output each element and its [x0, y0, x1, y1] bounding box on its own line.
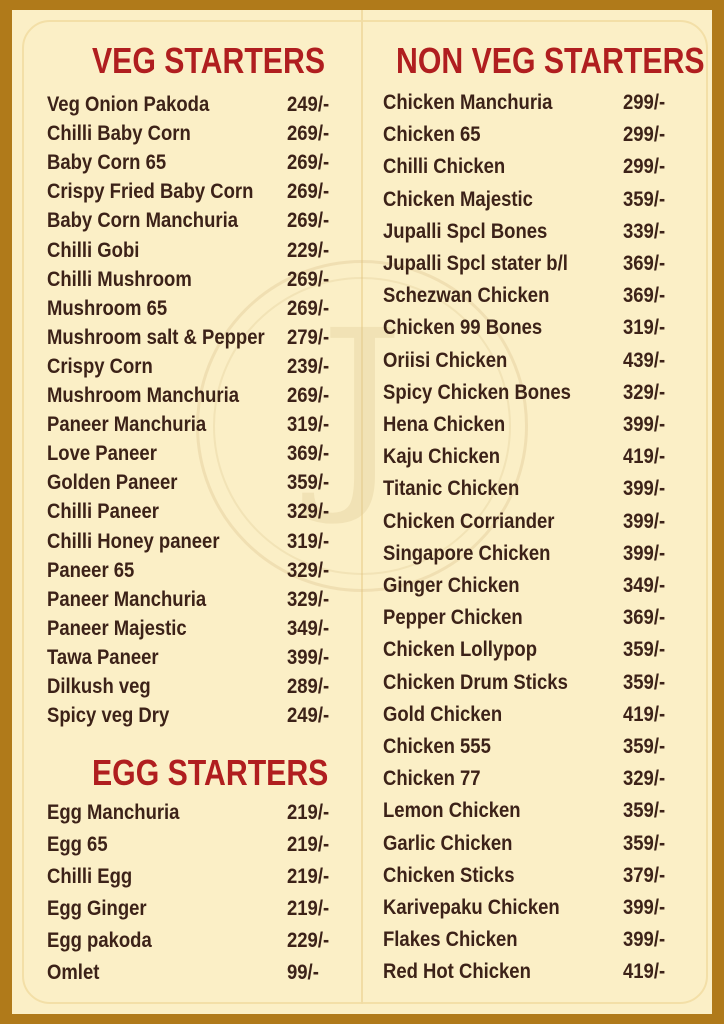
item-price: 369/- [623, 606, 666, 630]
item-price: 359/- [623, 799, 666, 823]
item-name: Chicken Corriander [383, 509, 555, 533]
menu-item [47, 897, 347, 921]
menu-item [47, 500, 347, 524]
menu-item [383, 477, 683, 501]
menu-item [47, 180, 347, 204]
item-name: Crispy Fried Baby Corn [47, 180, 254, 204]
egg-starters-heading: EGG STARTERS [92, 752, 329, 793]
menu-item [383, 671, 683, 695]
menu-item [383, 445, 683, 469]
menu-item [383, 832, 683, 856]
item-name: Chicken 65 [383, 123, 481, 147]
item-price: 399/- [287, 645, 330, 669]
menu-item [47, 297, 347, 321]
item-name: Red Hot Chicken [383, 960, 531, 984]
menu-item [383, 574, 683, 598]
item-price: 359/- [623, 638, 666, 662]
item-price: 399/- [623, 896, 666, 919]
item-price: 269/- [287, 180, 330, 204]
item-price: 319/- [623, 316, 666, 340]
item-price: 359/- [623, 831, 666, 855]
item-price: 339/- [623, 219, 666, 243]
menu-item [383, 91, 683, 115]
item-price: 269/- [287, 151, 330, 175]
menu-item [47, 961, 347, 985]
item-name: Love Paneer [47, 442, 157, 466]
item-name: Mushroom salt & Pepper [47, 325, 265, 349]
menu-item [383, 606, 683, 630]
item-name: Kaju Chicken [383, 445, 501, 469]
item-name: Titanic Chicken [383, 477, 520, 501]
menu-item [47, 93, 347, 117]
item-price: 439/- [623, 348, 666, 372]
menu-item [47, 151, 347, 175]
menu-item [47, 833, 347, 857]
menu-item [47, 442, 347, 466]
menu-item [383, 638, 683, 662]
veg-starters-heading: VEG STARTERS [92, 40, 325, 81]
item-name: Chicken Drum Sticks [383, 670, 568, 694]
menu-item [383, 542, 683, 566]
menu-item [383, 220, 683, 244]
item-name: Chilli Egg [47, 865, 133, 888]
item-name: Tawa Paneer [47, 645, 159, 669]
item-name: Gold Chicken [383, 702, 503, 726]
item-name: Paneer Manchuria [47, 587, 207, 611]
item-price: 399/- [623, 541, 666, 565]
item-price: 369/- [287, 442, 330, 466]
item-price: 399/- [623, 509, 666, 533]
item-price: 419/- [623, 445, 666, 469]
item-name: Paneer Manchuria [47, 413, 207, 437]
item-name: Oriisi Chicken [383, 348, 508, 372]
item-name: Omlet [47, 961, 100, 984]
menu-item [383, 349, 683, 373]
item-name: Paneer Majestic [47, 616, 187, 640]
item-price: 299/- [623, 123, 666, 147]
nonveg-starters-list [383, 91, 683, 991]
item-name: Chicken 555 [383, 735, 491, 758]
menu-item [47, 929, 347, 953]
menu-item [47, 239, 347, 263]
menu-item [383, 381, 683, 405]
menu-item [47, 704, 347, 728]
item-price: 219/- [287, 833, 330, 856]
menu-item [383, 960, 683, 984]
item-name: Jupalli Spcl stater b/l [383, 252, 568, 275]
item-name: Karivepaku Chicken [383, 896, 560, 919]
menu-item [47, 384, 347, 408]
item-price: 269/- [287, 296, 330, 320]
nonveg-starters-heading: NON VEG STARTERS [396, 40, 705, 81]
menu-item [383, 735, 683, 759]
item-name: Chicken 77 [383, 767, 481, 791]
item-name: Paneer 65 [47, 558, 135, 582]
item-price: 269/- [287, 384, 330, 407]
item-price: 269/- [287, 267, 330, 291]
item-price: 399/- [623, 413, 666, 436]
item-price: 329/- [287, 558, 330, 582]
menu-item [383, 928, 683, 952]
item-name: Schezwan Chicken [383, 284, 550, 308]
item-name: Egg Manchuria [47, 801, 180, 824]
menu-item [383, 413, 683, 437]
item-price: 359/- [623, 670, 666, 694]
menu-item [383, 188, 683, 212]
item-name: Chicken Lollypop [383, 638, 538, 662]
menu-item [47, 413, 347, 437]
item-name: Garlic Chicken [383, 831, 513, 855]
item-price: 229/- [287, 929, 330, 952]
menu-item [383, 316, 683, 340]
item-price: 419/- [623, 960, 666, 984]
veg-starters-list [47, 93, 347, 733]
menu-item [47, 530, 347, 554]
item-price: 219/- [287, 897, 330, 920]
item-name: Chilli Chicken [383, 155, 506, 179]
menu-item [47, 122, 347, 146]
menu-item [47, 209, 347, 233]
item-price: 379/- [623, 863, 666, 887]
item-name: Chicken 99 Bones [383, 316, 543, 340]
item-price: 359/- [623, 735, 666, 758]
item-name: Crispy Corn [47, 354, 153, 378]
item-name: Spicy Chicken Bones [383, 380, 571, 404]
item-name: Chilli Honey paneer [47, 529, 220, 553]
item-price: 269/- [287, 122, 330, 146]
item-price: 299/- [623, 91, 666, 114]
item-name: Chicken Majestic [383, 187, 533, 211]
item-price: 329/- [623, 380, 666, 404]
menu-item [383, 799, 683, 823]
item-name: Singapore Chicken [383, 541, 551, 565]
item-price: 319/- [287, 529, 330, 553]
item-price: 349/- [287, 616, 330, 640]
menu-item [47, 675, 347, 699]
menu-item [47, 326, 347, 350]
item-price: 359/- [287, 471, 330, 495]
item-price: 329/- [623, 767, 666, 791]
item-name: Golden Paneer [47, 471, 178, 495]
item-name: Mushroom Manchuria [47, 384, 240, 407]
menu-item [383, 123, 683, 147]
menu-item [47, 355, 347, 379]
menu-item [47, 801, 347, 825]
item-name: Hena Chicken [383, 413, 506, 436]
item-name: Ginger Chicken [383, 574, 520, 597]
item-name: Veg Onion Pakoda [47, 93, 210, 116]
item-name: Baby Corn Manchuria [47, 209, 239, 233]
item-name: Chilli Mushroom [47, 267, 192, 291]
watermark-glyph: J [319, 285, 405, 530]
item-name: Baby Corn 65 [47, 151, 167, 175]
menu-item [383, 155, 683, 179]
item-price: 239/- [287, 354, 330, 378]
menu-item [47, 268, 347, 292]
item-price: 399/- [623, 928, 666, 952]
item-price: 329/- [287, 587, 330, 611]
menu-item [47, 617, 347, 641]
item-name: Spicy veg Dry [47, 704, 170, 728]
item-price: 369/- [623, 252, 666, 275]
item-name: Pepper Chicken [383, 606, 523, 630]
item-name: Egg pakoda [47, 929, 152, 952]
item-price: 299/- [623, 155, 666, 179]
item-price: 249/- [287, 704, 330, 728]
item-name: Chilli Baby Corn [47, 122, 191, 146]
item-price: 219/- [287, 865, 330, 888]
menu-item [383, 703, 683, 727]
item-price: 399/- [623, 477, 666, 501]
menu-item [47, 471, 347, 495]
menu-item [383, 284, 683, 308]
item-price: 289/- [287, 675, 330, 698]
item-price: 249/- [287, 93, 330, 116]
item-name: Chilli Paneer [47, 500, 159, 524]
item-price: 229/- [287, 238, 330, 262]
menu-item [47, 865, 347, 889]
menu-item [383, 767, 683, 791]
item-name: Egg Ginger [47, 897, 147, 920]
item-price: 359/- [623, 187, 666, 211]
menu-item [47, 646, 347, 670]
item-name: Lemon Chicken [383, 799, 521, 823]
egg-starters-list [47, 801, 347, 991]
item-price: 329/- [287, 500, 330, 524]
item-price: 99/- [287, 961, 319, 984]
item-price: 319/- [287, 413, 330, 437]
item-price: 419/- [623, 702, 666, 726]
item-name: Jupalli Spcl Bones [383, 219, 548, 243]
item-price: 269/- [287, 209, 330, 233]
item-name: Chilli Gobi [47, 238, 140, 262]
menu-item [383, 896, 683, 920]
menu-item [383, 864, 683, 888]
item-name: Dilkush veg [47, 675, 151, 698]
menu-item [47, 588, 347, 612]
item-name: Mushroom 65 [47, 296, 168, 320]
item-price: 219/- [287, 801, 330, 824]
item-name: Egg 65 [47, 833, 108, 856]
menu-item [383, 252, 683, 276]
menu-item [383, 510, 683, 534]
item-name: Flakes Chicken [383, 928, 518, 952]
item-name: Chicken Manchuria [383, 91, 553, 114]
item-name: Chicken Sticks [383, 863, 515, 887]
item-price: 369/- [623, 284, 666, 308]
item-price: 279/- [287, 325, 330, 349]
item-price: 349/- [623, 574, 666, 597]
menu-item [47, 559, 347, 583]
